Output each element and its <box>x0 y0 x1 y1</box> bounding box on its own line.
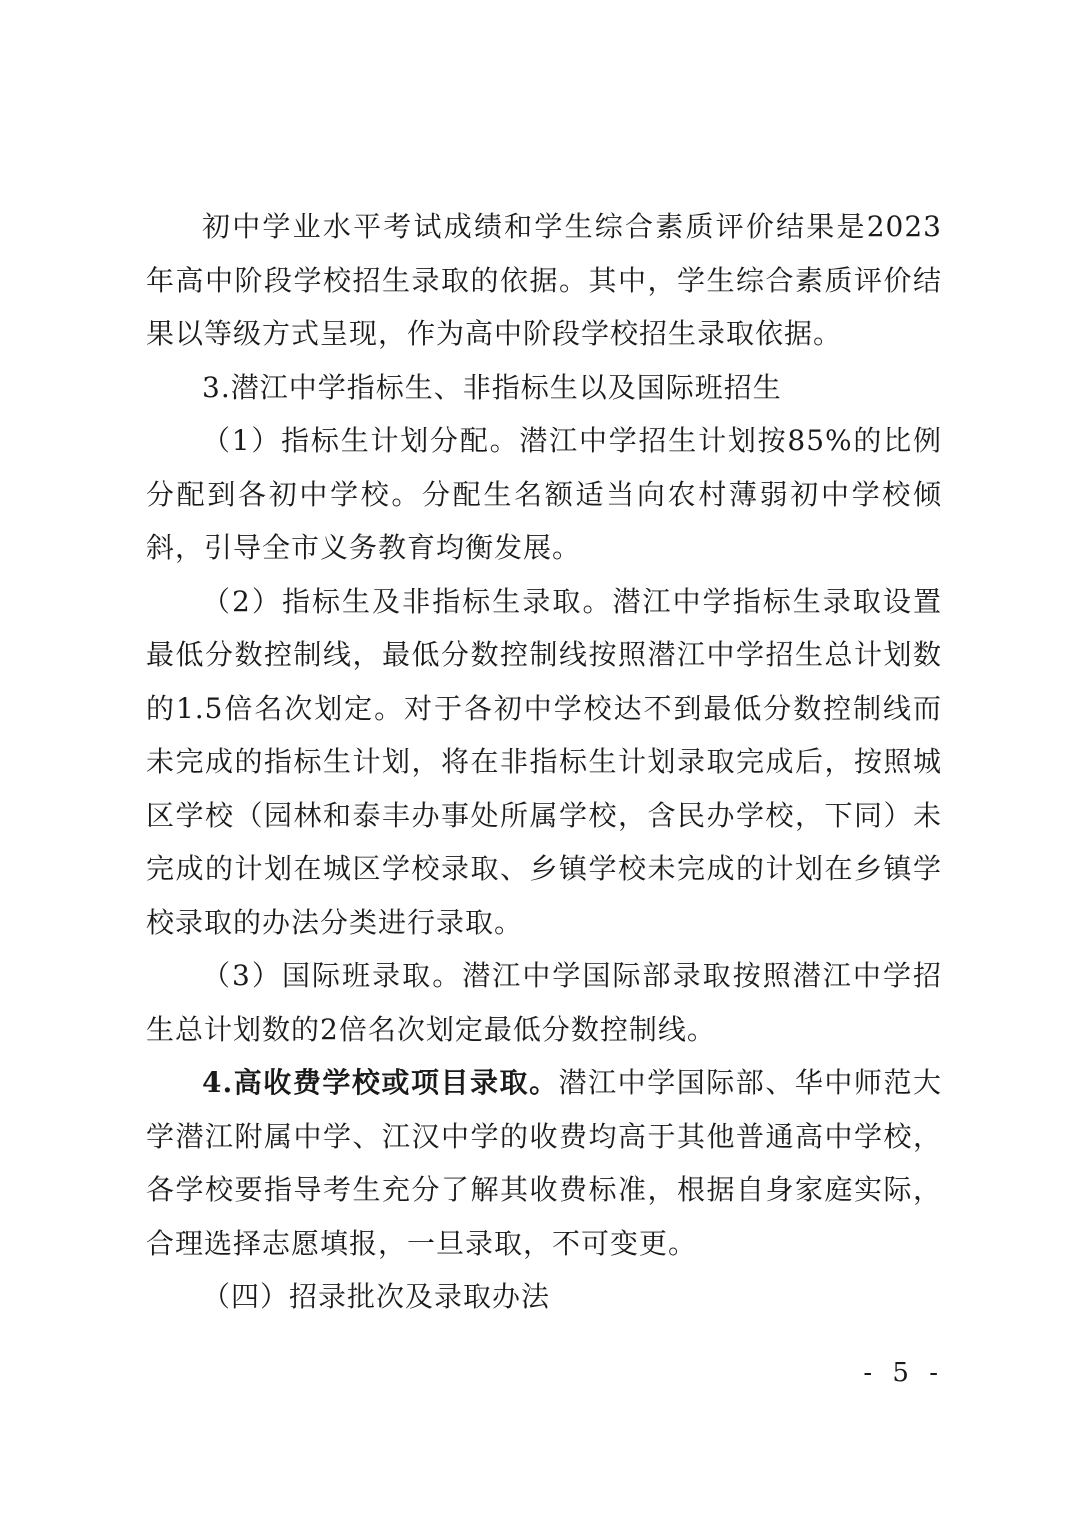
high-fee-body: 潜江中学国际部、华中师范大学潜江附属中学、江汉中学的收费均高于其他普通高中学校，各学校要指导考生充分了解其收费标准，根据自身家庭实际，合理选择志愿填报，一旦录取，不可变更。 <box>146 1066 942 1260</box>
paragraph-high-fee <box>146 1056 942 1270</box>
document-body <box>146 200 942 1324</box>
paragraph-quota-allocation: （1）指标生计划分配。潜江中学招生计划按85%的比例分配到各初中学校。分配生名额适当向农村薄弱初中学校倾斜，引导全市义务教育均衡发展。 <box>146 424 942 564</box>
page-number: - 5 - <box>863 1358 944 1388</box>
paragraph-evaluation-basis: 初中学业水平考试成绩和学生综合素质评价结果是2023年高中阶段学校招生录取的依据。其中，学生综合素质评价结果以等级方式呈现，作为高中阶段学校招生录取依据。 <box>146 210 942 350</box>
paragraph-international-class: （3）国际班录取。潜江中学国际部录取按照潜江中学招生总计划数的2倍名次划定最低分数控制线。 <box>146 959 942 1046</box>
heading-qianjiang-quota: 3.潜江中学指标生、非指标生以及国际班招生 <box>202 370 782 404</box>
section-heading-admission-batches: （四）招录批次及录取办法 <box>202 1280 551 1313</box>
high-fee-lead: 4.高收费学校或项目录取。 <box>202 1066 559 1099</box>
paragraph-quota-admission: （2）指标生及非指标生录取。潜江中学指标生录取设置最低分数控制线，最低分数控制线按照潜江中学招生总计划数的1.5倍名次划定。对于各初中学校达不到最低分数控制线而未完成的指标生计划，将在非指标生计划录取完成后，按照城区学校（园林和泰丰办事处所属学校，含民办学校，下同）未完成的计划在城区学校录取、乡镇学校未完成的计划在乡镇学校录取的办法分类进行录取。 <box>146 584 942 939</box>
